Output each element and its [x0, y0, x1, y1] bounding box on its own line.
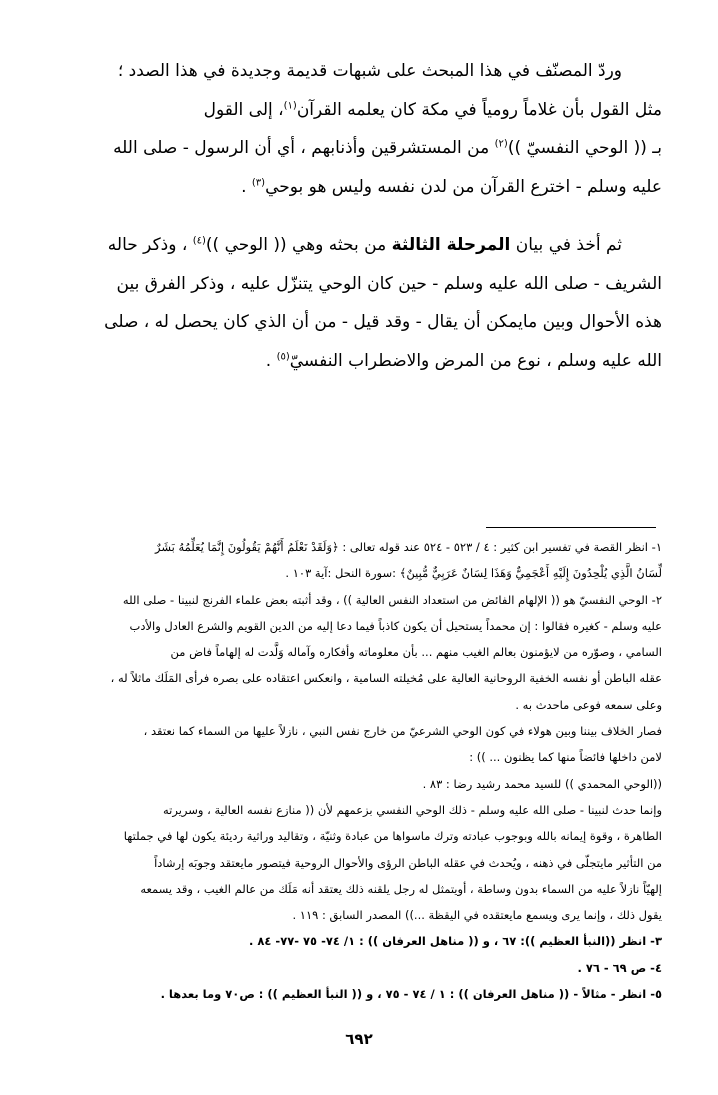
paragraph-2-line-1 — [59, 226, 662, 265]
footnote-2-line-13: يقول ذلك ، وإنما يرى ويسمع مايعتقده في اليقظة ...)) المصدر السابق : ١١٩ . — [292, 908, 662, 923]
text-span: الله عليه وسلم ، نوع من المرض والاضطراب النفسيّ — [289, 350, 662, 371]
text-span: عليه وسلم - اخترع القرآن من لدن نفسه وليس هو بوحي — [265, 176, 662, 197]
footnote-5: ٥- انظر - مثالاً - (( مناهل العرفان )) : ١ / ٧٤ - ٧٥ ، و (( النبأ العظيم )) : ص٧٠ وما بعدها . — [160, 987, 662, 1002]
footnote-4: ٤- ص ٦٩ - ٧٦ . — [577, 960, 662, 975]
paragraph-1-line-4 — [59, 168, 662, 207]
footnote-marker-2: (٢) — [494, 138, 508, 150]
footnote-2-line-7: لامن داخلها فائضاً منها كما يظنون ... )) : — [469, 750, 662, 765]
footnotes-section — [56, 534, 662, 1007]
page-number: ٦٩٢ — [345, 1030, 373, 1048]
footnote-2-line-4: عقله الباطن أو نفسه الخفية الروحانية العالية على مُخيلته السامية ، وانعكس اعتقاده على بصره فرأى المَلَك ماثلاً له ، — [110, 671, 662, 686]
footnote-marker-3: (٣) — [251, 176, 266, 188]
quran-verse: ﴿وَلَقَدْ نَعْلَمُ أَنَّهُمْ يَقُولُونَ إِنَّمَا يُعَلِّمُهُ بَشَرٌ — [155, 540, 339, 554]
footnote-1-line-1 — [56, 534, 662, 560]
paragraph-1-line-1 — [59, 52, 662, 91]
footnote-2-line-6: فصار الخلاف بيننا وبين هولاء في كون الوحي الشرعيّ من خارج نفس النبي ، نازلاً عليها من السماء كما نعتقد ، — [143, 724, 662, 739]
footnote-marker-5: (٥) — [276, 350, 290, 362]
text-span: ، إلى القول — [203, 99, 284, 120]
text-span: بـ (( الوحي النفسيّ )) — [507, 138, 662, 158]
footnote-1-line-2 — [56, 560, 662, 586]
text-span: وردّ المصنّف في هذا المبحث على شبهات قديمة وجديدة في هذا الصدد ؛ — [117, 61, 622, 81]
footnote-2-line-3: السامي ، وصوّره من لايؤمنون بعالم الغيب منهم ... بأن معلوماته وأفكاره وآماله وَلَّدت له إلهاماً فاض من — [170, 645, 662, 660]
quran-verse: لِّسَانُ الَّذِي يُلْحِدُونَ إِلَيْهِ أَعْجَمِيٌّ وَهَذَا لِسَانٌ عَرَبِيٌّ مُّبِينٌ﴾ — [399, 566, 662, 581]
paragraph-1-line-3 — [59, 129, 662, 168]
text-span: من المستشرقين وأذنابهم ، أي أن الرسول - صلى الله — [113, 138, 490, 158]
footnote-3: ٣- انظر ((النبأ العظيم )): ٦٧ ، و (( مناهل العرفان )) : ١/ ٧٤- ٧٥ -٧٧- ٨٤ . — [248, 934, 662, 949]
text-span: ١- انظر القصة في تفسير ابن كثير : ٤ / ٥٢٣ - ٥٢٤ عند قوله تعالى : — [338, 540, 662, 554]
text-span: من بحثه وهي (( الوحي )) — [205, 235, 392, 255]
footnote-2-line-2: عليه وسلم - كغيره فقالوا : إن محمداً يستحيل أن يكون كاذباً فيما دعا إليه من الدين القويم والشرع العادل والأدب — [129, 618, 662, 633]
footnote-separator — [486, 527, 656, 528]
footnote-marker-1: (١) — [283, 99, 297, 111]
text-span: مثل القول بأن غلاماً رومياً في مكة كان يعلمه القرآن — [296, 99, 662, 120]
paragraph-1-line-2 — [59, 91, 662, 130]
footnote-2-line-11: من التأثير مايتجلّى في ذهنه ، ويُحدث في عقله الباطن الرؤى والأحوال الروحية فيتصور مايعتقد وجوبَه إرشاداً — [154, 855, 662, 870]
footnote-2-line-12: إلهيّاً نازلاً عليه من السماء بدون وساطة ، أويتمثل له رجل يلقنه ذلك يعتقد أنه مَلَك من عالم الغيب ، وقد يسمعه — [140, 881, 662, 896]
text-span: . — [241, 176, 252, 197]
footnote-2-line-9: وإنما حدث لنبينا - صلى الله عليه وسلم - ذلك الوحي النفسي بزعمهم لأن (( منازع نفسه العالية ، وسريرته — [162, 802, 662, 817]
paragraph-1 — [59, 52, 662, 206]
footnote-2-line-8: ((الوحي المحمدي )) للسيد محمد رشيد رضا : ٨٣ . — [422, 776, 662, 791]
footnote-2-line-5: وعلى سمعه فوعى ماحدث به . — [515, 697, 662, 712]
paragraph-2-line-2: الشريف - صلى الله عليه وسلم - حين كان الوحي يتنزّل عليه ، وذكر الفرق بين — [116, 273, 662, 294]
paragraph-2-line-3: هذه الأحوال وبين مايمكن أن يقال - وقد قيل - من أن الذي كان يحصل له ، صلى — [104, 312, 662, 332]
text-span: . — [265, 350, 277, 371]
paragraph-2 — [59, 226, 662, 380]
text-span: ثم أخذ في بيان — [510, 235, 622, 255]
footnote-marker-4: (٤) — [192, 235, 206, 247]
text-span: ، وذكر حاله — [107, 235, 193, 255]
footnote-2-line-10: الطاهرة ، وقوة إيمانه بالله وبوجوب عبادته وترك ماسواها من عبادة وثنيّة ، وتقاليد وراثية رديئة يكون لها في جملتها — [123, 829, 662, 844]
paragraph-2-line-4 — [59, 342, 662, 381]
text-span: :سورة النحل :آية ١٠٣ . — [285, 566, 400, 581]
bold-phrase: المرحلة الثالثة — [391, 235, 511, 255]
footnote-2-line-1: ٢- الوحي النفسيّ هو (( الإلهام الفائض من استعداد النفس العالية )) ، وقد أثبته بعض علماء الفرنج لنبينا - صلى الله — [122, 592, 662, 607]
